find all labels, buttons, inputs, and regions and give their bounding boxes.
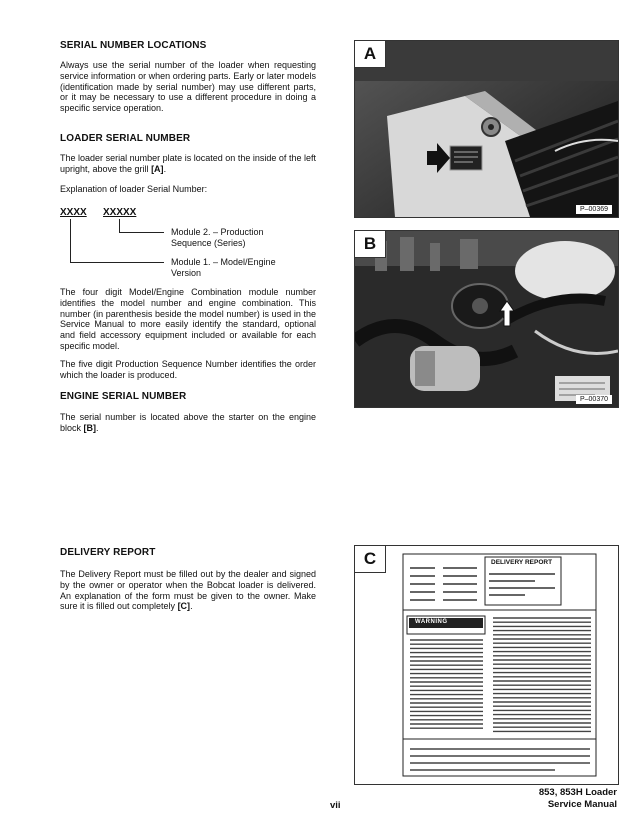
module-number-paragraph: The four digit Model/Engine Combination module number identifies the model number and engine combination. This number (in parenthesis beside the model number) is used in the Service Manual to more easily identify the standard, optional and field accessory equipment included or available for each specific model.	[60, 287, 316, 351]
loader-serial-heading: LOADER SERIAL NUMBER	[60, 133, 191, 144]
module-2-leader-vertical	[119, 219, 120, 232]
form-title: DELIVERY REPORT	[491, 559, 553, 566]
figure-c-ref: [C]	[177, 601, 191, 612]
figure-a-label: A	[355, 41, 386, 68]
module-2-leader-horizontal	[119, 232, 164, 233]
page-number: vii	[330, 800, 341, 811]
module-2-code: XXXXX	[103, 207, 137, 218]
loader-serial-body: The loader serial number plate is located on the inside of the left upright, above the grill [A].	[60, 153, 316, 174]
serial-explanation: Explanation of loader Serial Number:	[60, 184, 208, 194]
delivery-report-body: The Delivery Report must be filled out by the dealer and signed by the owner or operator when the Bobcat loader is delivered. An explanation of the form must be given to the owner. Make sure it is filled out completely [C].	[60, 569, 316, 612]
delivery-report-heading: DELIVERY REPORT	[60, 547, 156, 558]
module-1-leader-vertical	[70, 219, 71, 262]
figure-b-code: P–00370	[576, 395, 612, 404]
figure-a-ref: [A]	[151, 163, 164, 174]
module-2-description: Module 2. – Production Sequence (Series)	[171, 227, 264, 248]
production-sequence-paragraph: The five digit Production Sequence Number identifies the order which the loader is produced.	[60, 359, 316, 380]
engine-serial-heading: ENGINE SERIAL NUMBER	[60, 391, 187, 402]
figure-b-label: B	[355, 231, 386, 258]
form-warning: WARNING	[415, 619, 448, 625]
figure-a-code: P–00369	[576, 205, 612, 214]
figure-c-label: C	[355, 546, 386, 573]
figure-b-ref: [B]	[83, 422, 97, 433]
figure-b	[354, 230, 619, 408]
figure-c	[354, 545, 619, 785]
engine-block-photo	[355, 231, 618, 407]
module-1-description: Module 1. – Model/Engine Version	[171, 257, 276, 278]
module-1-code: XXXX	[60, 207, 87, 218]
serial-locations-body: Always use the serial number of the loader when requesting service information or when ordering parts. Early or later models (identification made by serial number) may use different parts, or it may be necessary to use a different procedure in doing a specific service operation.	[60, 60, 316, 114]
engine-serial-body: The serial number is located above the starter on the engine block [B].	[60, 412, 316, 433]
figure-a	[354, 40, 619, 218]
manual-title: 853, 853H Loader Service Manual	[538, 787, 617, 810]
module-1-leader-horizontal	[70, 262, 164, 263]
delivery-report-form-illustration	[355, 546, 618, 784]
serial-locations-heading: SERIAL NUMBER LOCATIONS	[60, 40, 207, 51]
serial-plate-photo	[355, 41, 618, 217]
